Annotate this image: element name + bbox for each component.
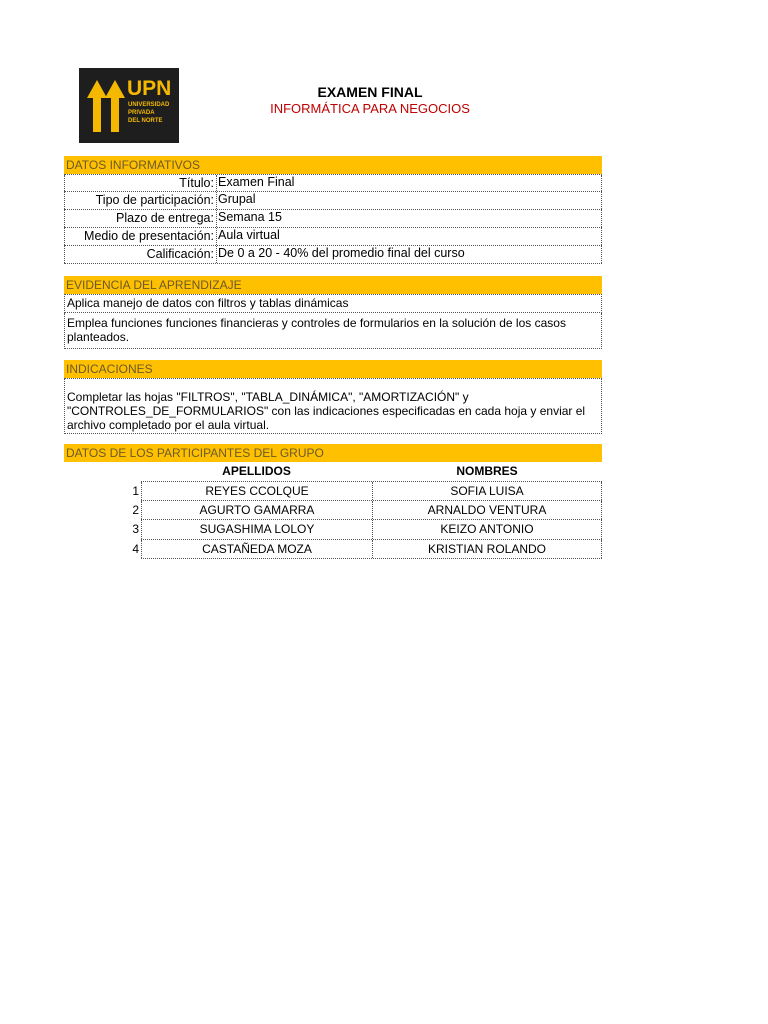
info-label: Plazo de entrega: [64,210,217,227]
info-value: Examen Final [217,175,602,191]
table-row [64,174,602,192]
evidencia-item: Aplica manejo de datos con filtros y tablas dinámicas [64,294,602,313]
cell-nombres: KEIZO ANTONIO [372,520,602,539]
row-number: 2 [132,502,139,517]
row-number: 1 [132,484,139,498]
table-row [132,520,602,540]
participantes-table [132,481,602,559]
info-label: Calificación: [64,246,217,263]
table-row [132,540,602,560]
datos-table [64,174,602,264]
info-value: De 0 a 20 - 40% del promedio final del curso [217,246,602,263]
section-indicaciones: INDICACIONES [64,360,602,378]
table-row [132,481,602,501]
upn-arrow-icon [85,76,127,134]
cell-apellidos: AGURTO GAMARRA [141,501,372,520]
section-participantes: DATOS DE LOS PARTICIPANTES DEL GRUPO [64,444,602,462]
info-value: Aula virtual [217,228,602,245]
upn-logo [79,68,179,143]
info-label: Título: [64,175,217,191]
section-evidencia: EVIDENCIA DEL APRENDIZAJE [64,276,602,294]
cell-nombres: ARNALDO VENTURA [372,501,602,520]
table-row [132,501,602,521]
page-title: EXAMEN FINAL [317,84,423,100]
table-row [64,210,602,228]
cell-apellidos: REYES CCOLQUE [141,482,372,500]
table-row [64,246,602,264]
section-datos-informativos: DATOS INFORMATIVOS [64,156,602,174]
row-number: 3 [132,522,139,536]
indicaciones-text: Completar las hojas "FILTROS", "TABLA_DINÁMICA", "AMORTIZACIÓN" y "CONTROLES_DE_FORMULARIOS" con las indicaciones especificadas en cada hoja y enviar el archivo completado por el aula virtual. [64,378,602,434]
logo-brand: UPN [127,77,172,100]
info-value: Grupal [217,192,602,209]
cell-apellidos: CASTAÑEDA MOZA [141,540,372,559]
cell-nombres: KRISTIAN ROLANDO [372,540,602,559]
info-label: Medio de presentación: [64,228,217,245]
column-header-apellidos: APELLIDOS [222,464,291,478]
info-value: Semana 15 [217,210,602,227]
table-row [64,228,602,246]
cell-apellidos: SUGASHIMA LOLOY [141,520,372,539]
evidencia-item: Emplea funciones funciones financieras y controles de formularios en la solución de los casos planteados. [64,313,602,349]
row-number: 4 [132,541,139,556]
page-subtitle: INFORMÁTICA PARA NEGOCIOS [270,101,470,116]
table-row [64,192,602,210]
column-header-nombres: NOMBRES [456,464,518,478]
cell-nombres: SOFIA LUISA [372,482,602,500]
info-label: Tipo de participación: [64,192,217,209]
logo-subtitle: UNIVERSIDAD PRIVADA DEL NORTE [128,102,170,124]
